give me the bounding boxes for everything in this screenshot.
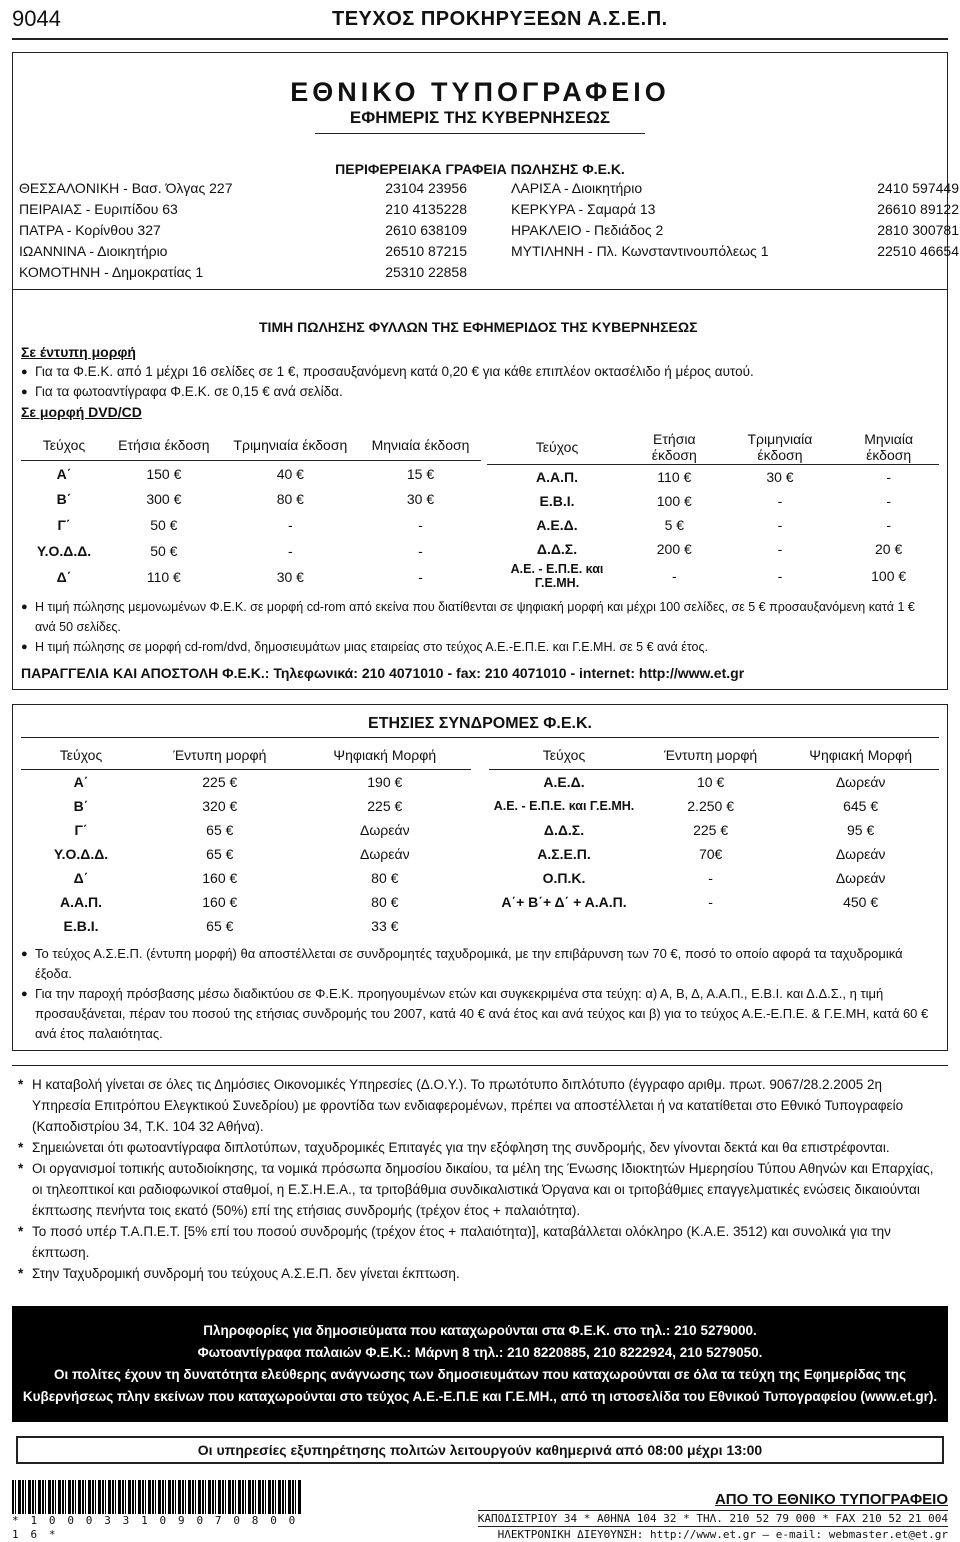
cell: Ε.Β.Ι. <box>539 492 575 509</box>
col-header: Ψηφιακή Μορφή <box>299 742 471 770</box>
cell: 30 € <box>766 468 794 485</box>
cell: Ε.Β.Ι. <box>63 917 99 934</box>
branch-phone: 26610 89122 <box>877 201 959 217</box>
printed-note: ● Για τα Φ.Ε.Κ. από 1 μέχρι 16 σελίδες σε 1 €, προσαυξανόμενη κατά 0,20 € για κάθε επιπλέον οκτασέλιδο ή μέρος αυτού. <box>21 362 939 382</box>
cell: Α.Α.Π. <box>536 468 578 485</box>
cell: Α.Σ.Ε.Π. <box>537 845 591 862</box>
cell: Δωρεάν <box>359 821 410 838</box>
printing-house-title: ΕΘΝΙΚΟ ΤΥΠΟΓΡΑΦΕΙΟ <box>290 77 670 107</box>
cell: Γ΄ <box>57 517 71 534</box>
branch-name: ΘΕΣΣΑΛΟΝΙΚΗ - Βασ. Όλγας 227 <box>19 180 233 196</box>
cell <box>489 914 639 938</box>
cell: 50 € <box>150 517 178 534</box>
price-table-left <box>21 430 481 591</box>
branch-phone: 210 4135228 <box>385 201 467 217</box>
cell: 5 € <box>664 516 685 533</box>
cell: 225 € <box>693 821 729 838</box>
price-note: ● Η τιμή πώλησης σε μορφή cd-rom/dvd, δημοσιευμάτων μιας εταιρείας στο τεύχος Α.Ε.-Ε.Π.Ε. και Γ.Ε.ΜΗ. σε 5 € ανά έτος. <box>21 637 939 657</box>
cell: 450 € <box>843 893 879 910</box>
table-row <box>489 890 939 914</box>
cell: - <box>671 567 677 584</box>
col-header: Τεύχος <box>489 742 639 770</box>
cell: 95 € <box>847 821 875 838</box>
table-row <box>489 818 939 842</box>
cell: 80 € <box>276 491 304 508</box>
cell: 33 € <box>371 917 399 934</box>
col-header: Ψηφιακή Μορφή <box>782 742 939 770</box>
info-box <box>12 1306 948 1422</box>
cell: 645 € <box>843 797 879 814</box>
cell: 160 € <box>202 893 238 910</box>
table-row <box>21 770 471 794</box>
col-header: Τεύχος <box>21 430 107 460</box>
table-row <box>487 561 939 591</box>
cell: Δ.Δ.Σ. <box>536 540 578 557</box>
table-row <box>21 818 471 842</box>
printing-house-address <box>478 1490 948 1542</box>
cell: 190 € <box>367 773 403 790</box>
subscription-table-left <box>21 742 471 938</box>
service-hours: Οι υπηρεσίες εξυπηρέτησης πολιτών λειτουργούν καθημερινά από 08:00 μέχρι 13:00 <box>16 1436 944 1464</box>
footer-address: ΚΑΠΟΔΙΣΤΡΙΟΥ 34 * ΑΘΗΝΑ 104 32 * ΤΗΛ. 210 52 79 000 * FAX 210 52 21 004 <box>477 1511 948 1525</box>
page-header <box>12 0 948 40</box>
branch-name: ΚΟΜΟΤΗΝΗ - Δημοκρατίας 1 <box>19 264 204 280</box>
cell: Β΄ <box>73 797 89 814</box>
info-line: Φωτοαντίγραφα παλαιών Φ.Ε.Κ.: Μάρνη 8 τηλ.: 210 8220885, 210 8222924, 210 5279050. <box>197 1344 763 1360</box>
cell: 65 € <box>206 917 234 934</box>
branch-phone: 23104 23956 <box>385 180 467 196</box>
cell: Δωρεάν <box>835 773 886 790</box>
cell: - <box>777 492 783 509</box>
table-row <box>489 914 939 938</box>
page-number: 9044 <box>12 6 61 31</box>
price-tables <box>21 430 939 591</box>
branch-name: ΗΡΑΚΛΕΙΟ - Πεδιάδος 2 <box>511 222 664 238</box>
cell <box>782 914 939 938</box>
cell: - <box>418 517 423 534</box>
cell: Α.Α.Π. <box>60 893 102 910</box>
cell: Δωρεάν <box>835 869 886 886</box>
col-header: Ετήσια έκδοση <box>627 430 722 465</box>
cell: Δωρεάν <box>359 845 410 862</box>
footer-title: ΑΠΟ ΤΟ ΕΘΝΙΚΟ ΤΥΠΟΓΡΑΦΕΙΟ <box>714 1490 948 1508</box>
cell: - <box>288 543 293 560</box>
cell: Α΄ <box>73 773 89 790</box>
table-row <box>21 512 481 538</box>
price-table-right <box>487 430 939 591</box>
table-row <box>21 866 471 890</box>
table-row <box>21 486 481 512</box>
order-info: ΠΑΡΑΓΓΕΛΙΑ ΚΑΙ ΑΠΟΣΤΟΛΗ Φ.Ε.Κ.: Τηλεφωνικά: 210 4071010 - fax: 210 4071010 - internet: http://www.et.gr <box>21 664 745 681</box>
table-row <box>487 537 939 561</box>
table-row <box>487 465 939 489</box>
col-header: Τεύχος <box>21 742 141 770</box>
branch-name: ΛΑΡΙΣΑ - Διοικητήριο <box>511 180 643 196</box>
footnote: * Οι οργανισμοί τοπικής αυτοδιοίκησης, τα νομικά πρόσωπα δημοσίου δικαίου, τα μέλη της Ένωσης Ιδιοκτητών Ημερησίου Τύπου Αθηνών και Επαρχίας, οι τηλεοπτικοί και ραδιοφωνικοί σταθμοί, η Ε.Σ.Η.Ε.Α., τα τριτοβάθμια συνδικαλιστικά Όργανα και οι τριτοβάθμιες επαγγελματικές ενώσεις δικαιούνται έκπτωσης πενήντα τοις εκατό (50%) επί της ετήσιας συνδρομής (τρέχον έτος + παλαιότητα). <box>18 1158 942 1221</box>
cell: - <box>777 516 783 533</box>
cell: Δωρεάν <box>835 845 886 862</box>
cell: Β΄ <box>56 491 72 508</box>
branch-name: ΚΕΡΚΥΡΑ - Σαμαρά 13 <box>511 201 656 217</box>
cell: 80 € <box>371 893 399 910</box>
cell: 320 € <box>202 797 238 814</box>
price-note: ● Η τιμή πώλησης μεμονωμένων Φ.Ε.Κ. σε μορφή cd-rom από εκείνα που διατίθενται σε ψηφιακή μορφή και μέχρι 100 σελίδες, σε 5 € προσαυξανόμενη κατά 1 € ανά 50 σελίδες. <box>21 597 939 637</box>
cell <box>639 914 782 938</box>
dvd-form-label: Σε μορφή DVD/CD <box>21 404 142 420</box>
table-row <box>21 890 471 914</box>
subscriptions-title: ΕΤΗΣΙΕΣ ΣΥΝΔΡΟΜΕΣ Φ.Ε.Κ. <box>21 713 939 738</box>
table-row <box>489 842 939 866</box>
col-header: Ετήσια έκδοση <box>107 430 221 460</box>
table-row <box>21 564 481 590</box>
info-line: Οι πολίτες έχουν τη δυνατότητα ελεύθερης ανάγνωσης των δημοσιευμάτων που καταχωρούνται σε όλα τα τεύχη της Εφημερίδας της <box>53 1366 907 1382</box>
branch-name <box>479 262 859 283</box>
cell: Δ΄ <box>73 869 89 886</box>
footnotes-section <box>12 1065 948 1284</box>
table-row <box>21 842 471 866</box>
cell: Δ΄ <box>56 569 72 586</box>
cell: Υ.Ο.Δ.Δ. <box>36 543 92 560</box>
table-row <box>489 794 939 818</box>
col-header: Έντυπη μορφή <box>141 742 299 770</box>
cell: 20 € <box>875 540 903 557</box>
footnote: * Σημειώνεται ότι φωτοαντίγραφα διπλοτύπων, ταχυδρομικές Επιταγές για την εξόφληση της συνδρομής, δεν γίνονται δεκτά και θα επιστρέφονται. <box>18 1137 942 1158</box>
table-row <box>487 513 939 537</box>
cell: Α.Ε.Δ. <box>543 773 585 790</box>
cell: 200 € <box>656 540 692 557</box>
branch-phone: 22510 46654 <box>877 243 959 259</box>
branch-phone: 2810 300781 <box>877 222 959 238</box>
branch-phone: 26510 87215 <box>385 243 467 259</box>
table-row <box>21 538 481 564</box>
col-header: Τριμηνιαία έκδοση <box>722 430 839 465</box>
branch-phone <box>859 262 959 283</box>
printed-form-label: Σε έντυπη μορφή <box>21 344 136 360</box>
page-footer <box>12 1480 948 1542</box>
cell: 225 € <box>202 773 238 790</box>
branch-name: ΜΥΤΙΛΗΝΗ - Πλ. Κωνσταντινουπόλεως 1 <box>511 243 769 259</box>
cell: 70€ <box>698 845 723 862</box>
table-row <box>489 866 939 890</box>
printed-note: ● Για τα φωτοαντίγραφα Φ.Ε.Κ. σε 0,15 € ανά σελίδα. <box>21 382 939 402</box>
footnote: * Η καταβολή γίνεται σε όλες τις Δημόσιες Οικονομικές Υπηρεσίες (Δ.Ο.Υ.). Το πρωτότυπο διπλότυπο (έγγραφο αριθμ. πρωτ. 9067/28.2.2005 2η Υπηρεσία Επιτρόπου Ελεγκτικού Συνεδρίου) με φροντίδα των ενδιαφερομένων, πρέπει να αποστέλλεται ή να κατατίθεται στο Εθνικό Τυπογραφείο (Καποδιστρίου 34, Τ.Κ. 104 32 Αθήνα). <box>18 1074 942 1137</box>
subscriptions-frame <box>12 704 948 1051</box>
table-row <box>21 794 471 818</box>
table-row <box>21 460 481 486</box>
barcode-bars <box>12 1480 302 1514</box>
cell: - <box>886 492 891 509</box>
branch-name: ΠΑΤΡΑ - Κορίνθου 327 <box>19 222 161 238</box>
branch-phone: 2410 597449 <box>877 180 959 196</box>
cell: - <box>886 468 891 485</box>
col-header: Μηνιαία έκδοση <box>838 430 939 465</box>
cell: 2.250 € <box>687 797 734 814</box>
col-header: Τεύχος <box>487 430 627 465</box>
cell: 110 € <box>657 468 692 485</box>
cell: 100 € <box>871 567 907 584</box>
cell: Δ.Δ.Σ. <box>543 821 585 838</box>
col-header: Μηνιαία έκδοση <box>360 430 481 460</box>
issue-title: ΤΕΥΧΟΣ ΠΡΟΚΗΡΥΞΕΩΝ Α.Σ.Ε.Π. <box>332 7 668 30</box>
cell: Α.Ε.Δ. <box>536 516 578 533</box>
branch-phone: 2610 638109 <box>385 222 467 238</box>
cell: - <box>418 569 423 586</box>
printing-house-subtitle: ΕΦΗΜΕΡΙΣ ΤΗΣ ΚΥΒΕΡΝΗΣΕΩΣ <box>315 107 645 134</box>
regional-offices-title: ΠΕΡΙΦΕΡΕΙΑΚΑ ΓΡΑΦΕΙΑ ΠΩΛΗΣΗΣ Φ.Ε.Κ. <box>335 161 625 177</box>
branch-name: ΙΩΑΝΝΙΝΑ - Διοικητήριο <box>19 243 168 259</box>
subscription-note: ● Το τεύχος Α.Σ.Ε.Π. (έντυπη μορφή) θα αποστέλλεται σε συνδρομητές ταχυδρομικά, με την επιβάρυνση των 70 €, ποσό το οποίο αφορά τα ταχυδρομικά έξοδα. <box>21 944 939 984</box>
cell: Ο.Π.Κ. <box>542 869 586 886</box>
cell: Α.Ε. - Ε.Π.Ε. και Γ.Ε.ΜΗ. <box>510 561 604 590</box>
cell: 80 € <box>371 869 399 886</box>
cell: Α΄ <box>56 465 72 482</box>
barcode <box>12 1480 302 1542</box>
cell: - <box>886 516 891 533</box>
col-header: Έντυπη μορφή <box>639 742 782 770</box>
price-section-title: ΤΙΜΗ ΠΩΛΗΣΗΣ ΦΥΛΛΩΝ ΤΗΣ ΕΦΗΜΕΡΙΔΟΣ ΤΗΣ ΚΥΒΕΡΝΗΣΕΩΣ <box>259 319 698 335</box>
subscription-table-right <box>489 742 939 938</box>
subscription-note: ● Για την παροχή πρόσβασης μέσω διαδικτύου σε Φ.Ε.Κ. προηγουμένων ετών και συγκεκριμένα στα τεύχη: α) Α, Β, Δ, Α.Α.Π., Ε.Β.Ι. και Δ.Δ.Σ., η τιμή προσαυξάνεται, πέραν του ποσού της ετήσιας συνδρομής του 2007, κατά 40 € ανά έτος και ανά τεύχος και β) για το τεύχος Α.Ε.-Ε.Π.Ε. & Γ.Ε.ΜΗ, κατά 60 € ανά έτος παλαιότητας. <box>21 984 939 1044</box>
regional-offices-list <box>13 178 959 283</box>
cell: 30 € <box>276 569 304 586</box>
cell: 110 € <box>146 569 181 586</box>
info-line: Πληροφορίες για δημοσιεύματα που καταχωρούνται στα Φ.Ε.Κ. στο τηλ.: 210 5279000. <box>203 1322 757 1338</box>
branch-name: ΠΕΙΡΑΙΑΣ - Ευριπίδου 63 <box>19 201 178 217</box>
cell: 65 € <box>206 821 234 838</box>
cell: - <box>777 540 783 557</box>
cell: 30 € <box>406 491 435 508</box>
footer-web: ΗΛΕΚΤΡΟΝΙΚΗ ΔΙΕΥΘΥΝΣΗ: http://www.et.gr — e-mail: webmaster.et@et.gr <box>478 1526 948 1542</box>
cell: 150 € <box>146 465 182 482</box>
cell: 160 € <box>202 869 238 886</box>
cell: 15 € <box>406 465 435 482</box>
footnote: * Το ποσό υπέρ Τ.Α.Π.Ε.Τ. [5% επί του ποσού συνδρομής (τρέχον έτος + παλαιότητα)], καταβάλλεται ολόκληρο (Κ.Α.Ε. 3512) και συνολικά για την έκπτωση. <box>18 1221 942 1263</box>
table-row <box>487 489 939 513</box>
table-row <box>21 914 471 938</box>
cell: 300 € <box>146 491 182 508</box>
cell: 100 € <box>656 492 692 509</box>
cell: 225 € <box>367 797 403 814</box>
footnote: * Στην Ταχυδρομική συνδρομή του τεύχους Α.Σ.Ε.Π. δεν γίνεται έκπτωση. <box>18 1263 942 1284</box>
branch-phone: 25310 22858 <box>385 264 467 280</box>
cell: 65 € <box>206 845 234 862</box>
cell: - <box>708 893 713 910</box>
cell: - <box>708 869 713 886</box>
barcode-number: * 1 0 0 0 3 3 1 0 9 0 7 0 8 0 0 1 6 * <box>12 1513 298 1541</box>
col-header: Τριμηνιαία έκδοση <box>221 430 360 460</box>
cell: Α.Ε. - Ε.Π.Ε. και Γ.Ε.ΜΗ. <box>493 798 635 813</box>
table-row <box>489 770 939 794</box>
info-line: Κυβερνήσεως πλην εκείνων που καταχωρούνται στο τεύχος Α.Ε.-Ε.Π.Ε και Γ.Ε.ΜΗ., από τη ιστοσελίδα του Εθνικού Τυπογραφείου (www.et.gr). <box>22 1388 938 1404</box>
cell: - <box>777 567 783 584</box>
cell: - <box>288 517 293 534</box>
cell: Α΄+ Β΄+ Δ΄ + Α.Α.Π. <box>501 893 627 910</box>
content-frame <box>12 52 959 690</box>
cell: Υ.Ο.Δ.Δ. <box>53 845 109 862</box>
cell: 40 € <box>276 465 304 482</box>
cell: - <box>418 543 423 560</box>
cell: 10 € <box>697 773 725 790</box>
subscription-tables <box>21 742 939 938</box>
cell: 50 € <box>150 543 178 560</box>
cell: Γ΄ <box>74 821 88 838</box>
